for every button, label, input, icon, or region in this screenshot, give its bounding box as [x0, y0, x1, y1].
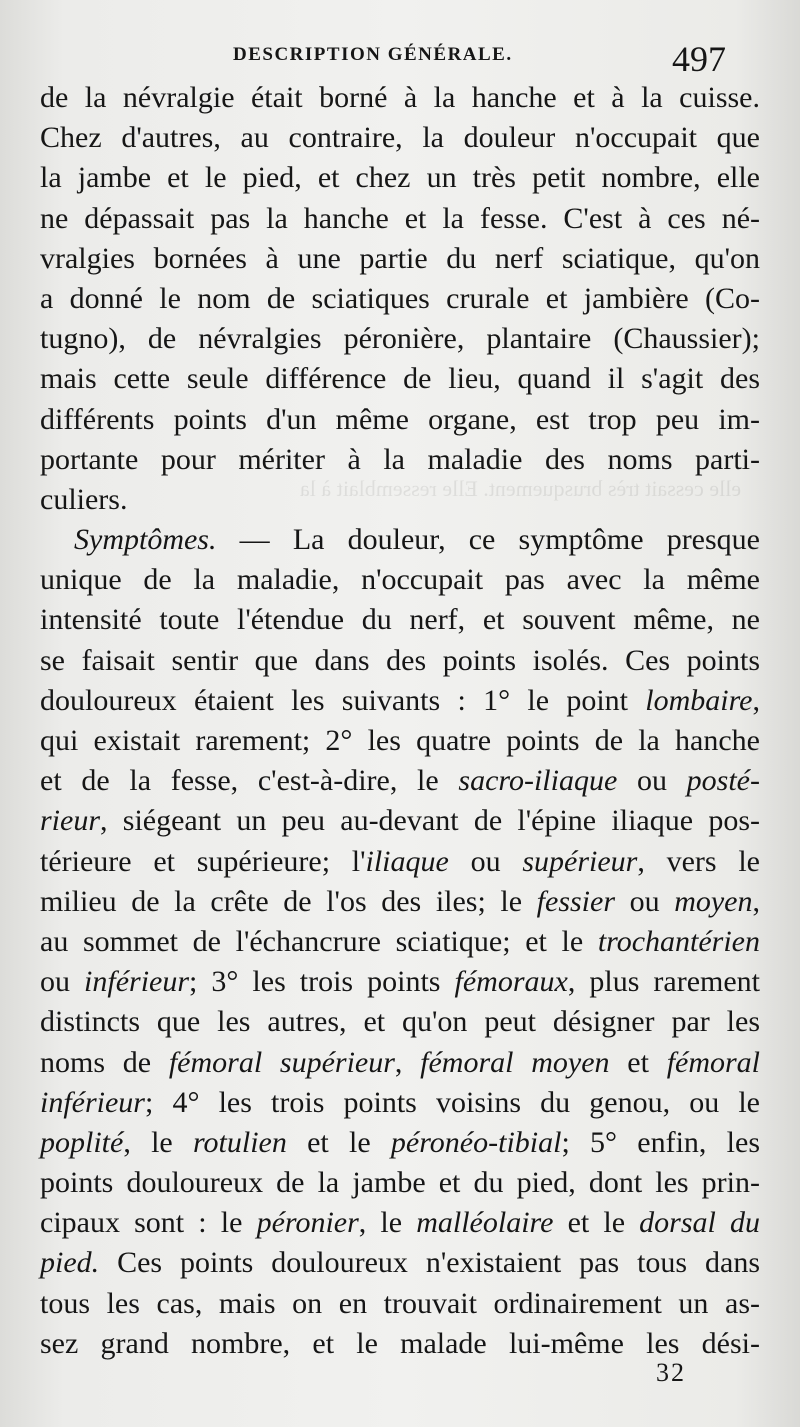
text-line: pied. Ces points douloureux n'existaient pas tous dans — [40, 1246, 760, 1280]
text-line: douloureux étaient les suivants : 1° le point lombaire, — [40, 683, 760, 717]
text-line: sez grand nombre, et le malade lui-même les dési- — [40, 1326, 760, 1360]
bleed-through-text: elle cessait très brusquement. Elle ressemblait à la — [300, 476, 742, 501]
text-line: ou inférieur; 3° les trois points fémoraux, plus rarement — [40, 965, 760, 999]
section-heading: Symptômes. — [74, 523, 217, 557]
text-line: mais cette seule différence de lieu, quand il s'agit des — [40, 362, 760, 396]
page-number: 497 — [672, 39, 726, 79]
text-line: portante pour mériter à la maladie des noms parti- — [40, 442, 760, 476]
text-line: points douloureux de la jambe et du pied, dont les prin- — [40, 1166, 760, 1200]
text-line: la jambe et le pied, et chez un très petit nombre, elle — [40, 161, 760, 195]
text-line: rieur, siégeant un peu au-devant de l'épine iliaque pos- — [40, 804, 760, 838]
signature-mark: 32 — [656, 1358, 686, 1387]
text-line: qui existait rarement; 2° les quatre points de la hanche — [40, 724, 760, 757]
text-line: intensité toute l'étendue du nerf, et souvent même, ne — [40, 603, 760, 637]
text-line: différents points d'un même organe, est trop peu im- — [40, 402, 760, 436]
text-line: tous les cas, mais on en trouvait ordinairement un as- — [40, 1286, 760, 1320]
text-line: a donné le nom de sciatiques crurale et jambière (Co- — [40, 281, 760, 315]
text-line: Chez d'autres, au contraire, la douleur n'occupait que — [40, 121, 760, 155]
text-line: cipaux sont : le péronier, le malléolaire et le dorsal du — [40, 1206, 761, 1240]
text-line: térieure et supérieure; l'iliaque ou supérieur, vers le — [40, 844, 760, 878]
text-line: inférieur; 4° les trois points voisins du genou, ou le — [40, 1085, 760, 1119]
text-line: Symptômes. — La douleur, ce symptôme presque — [74, 523, 760, 557]
body-text — [40, 78, 760, 1364]
text-line: poplité, le rotulien et le péronéo-tibial; 5° enfin, les — [40, 1125, 760, 1159]
text-line: culiers. — [40, 482, 128, 516]
text-line: ne dépassait pas la hanche et la fesse. C'est à ces né- — [40, 201, 760, 235]
text-line: vralgies bornées à une partie du nerf sciatique, qu'on — [40, 241, 760, 275]
text-line: et de la fesse, c'est-à-dire, le sacro-iliaque ou posté- — [40, 764, 760, 798]
text-line: milieu de la crête de l'os des iles; le fessier ou moyen, — [40, 884, 760, 918]
text-line: distincts que les autres, et qu'on peut désigner par les — [40, 1005, 760, 1039]
text-line: au sommet de l'échancrure sciatique; et le trochantérien — [40, 924, 760, 958]
running-head: DESCRIPTION GÉNÉRALE. — [233, 44, 513, 65]
text-line: tugno), de névralgies péronière, plantaire (Chaussier); — [40, 322, 760, 356]
text-line: unique de la maladie, n'occupait pas avec la même — [40, 563, 760, 597]
text-line: se faisait sentir que dans des points isolés. Ces points — [40, 643, 760, 677]
text-line: de la névralgie était borné à la hanche et à la cuisse. — [40, 81, 760, 114]
text-line: noms de fémoral supérieur, fémoral moyen et fémoral — [40, 1045, 761, 1079]
